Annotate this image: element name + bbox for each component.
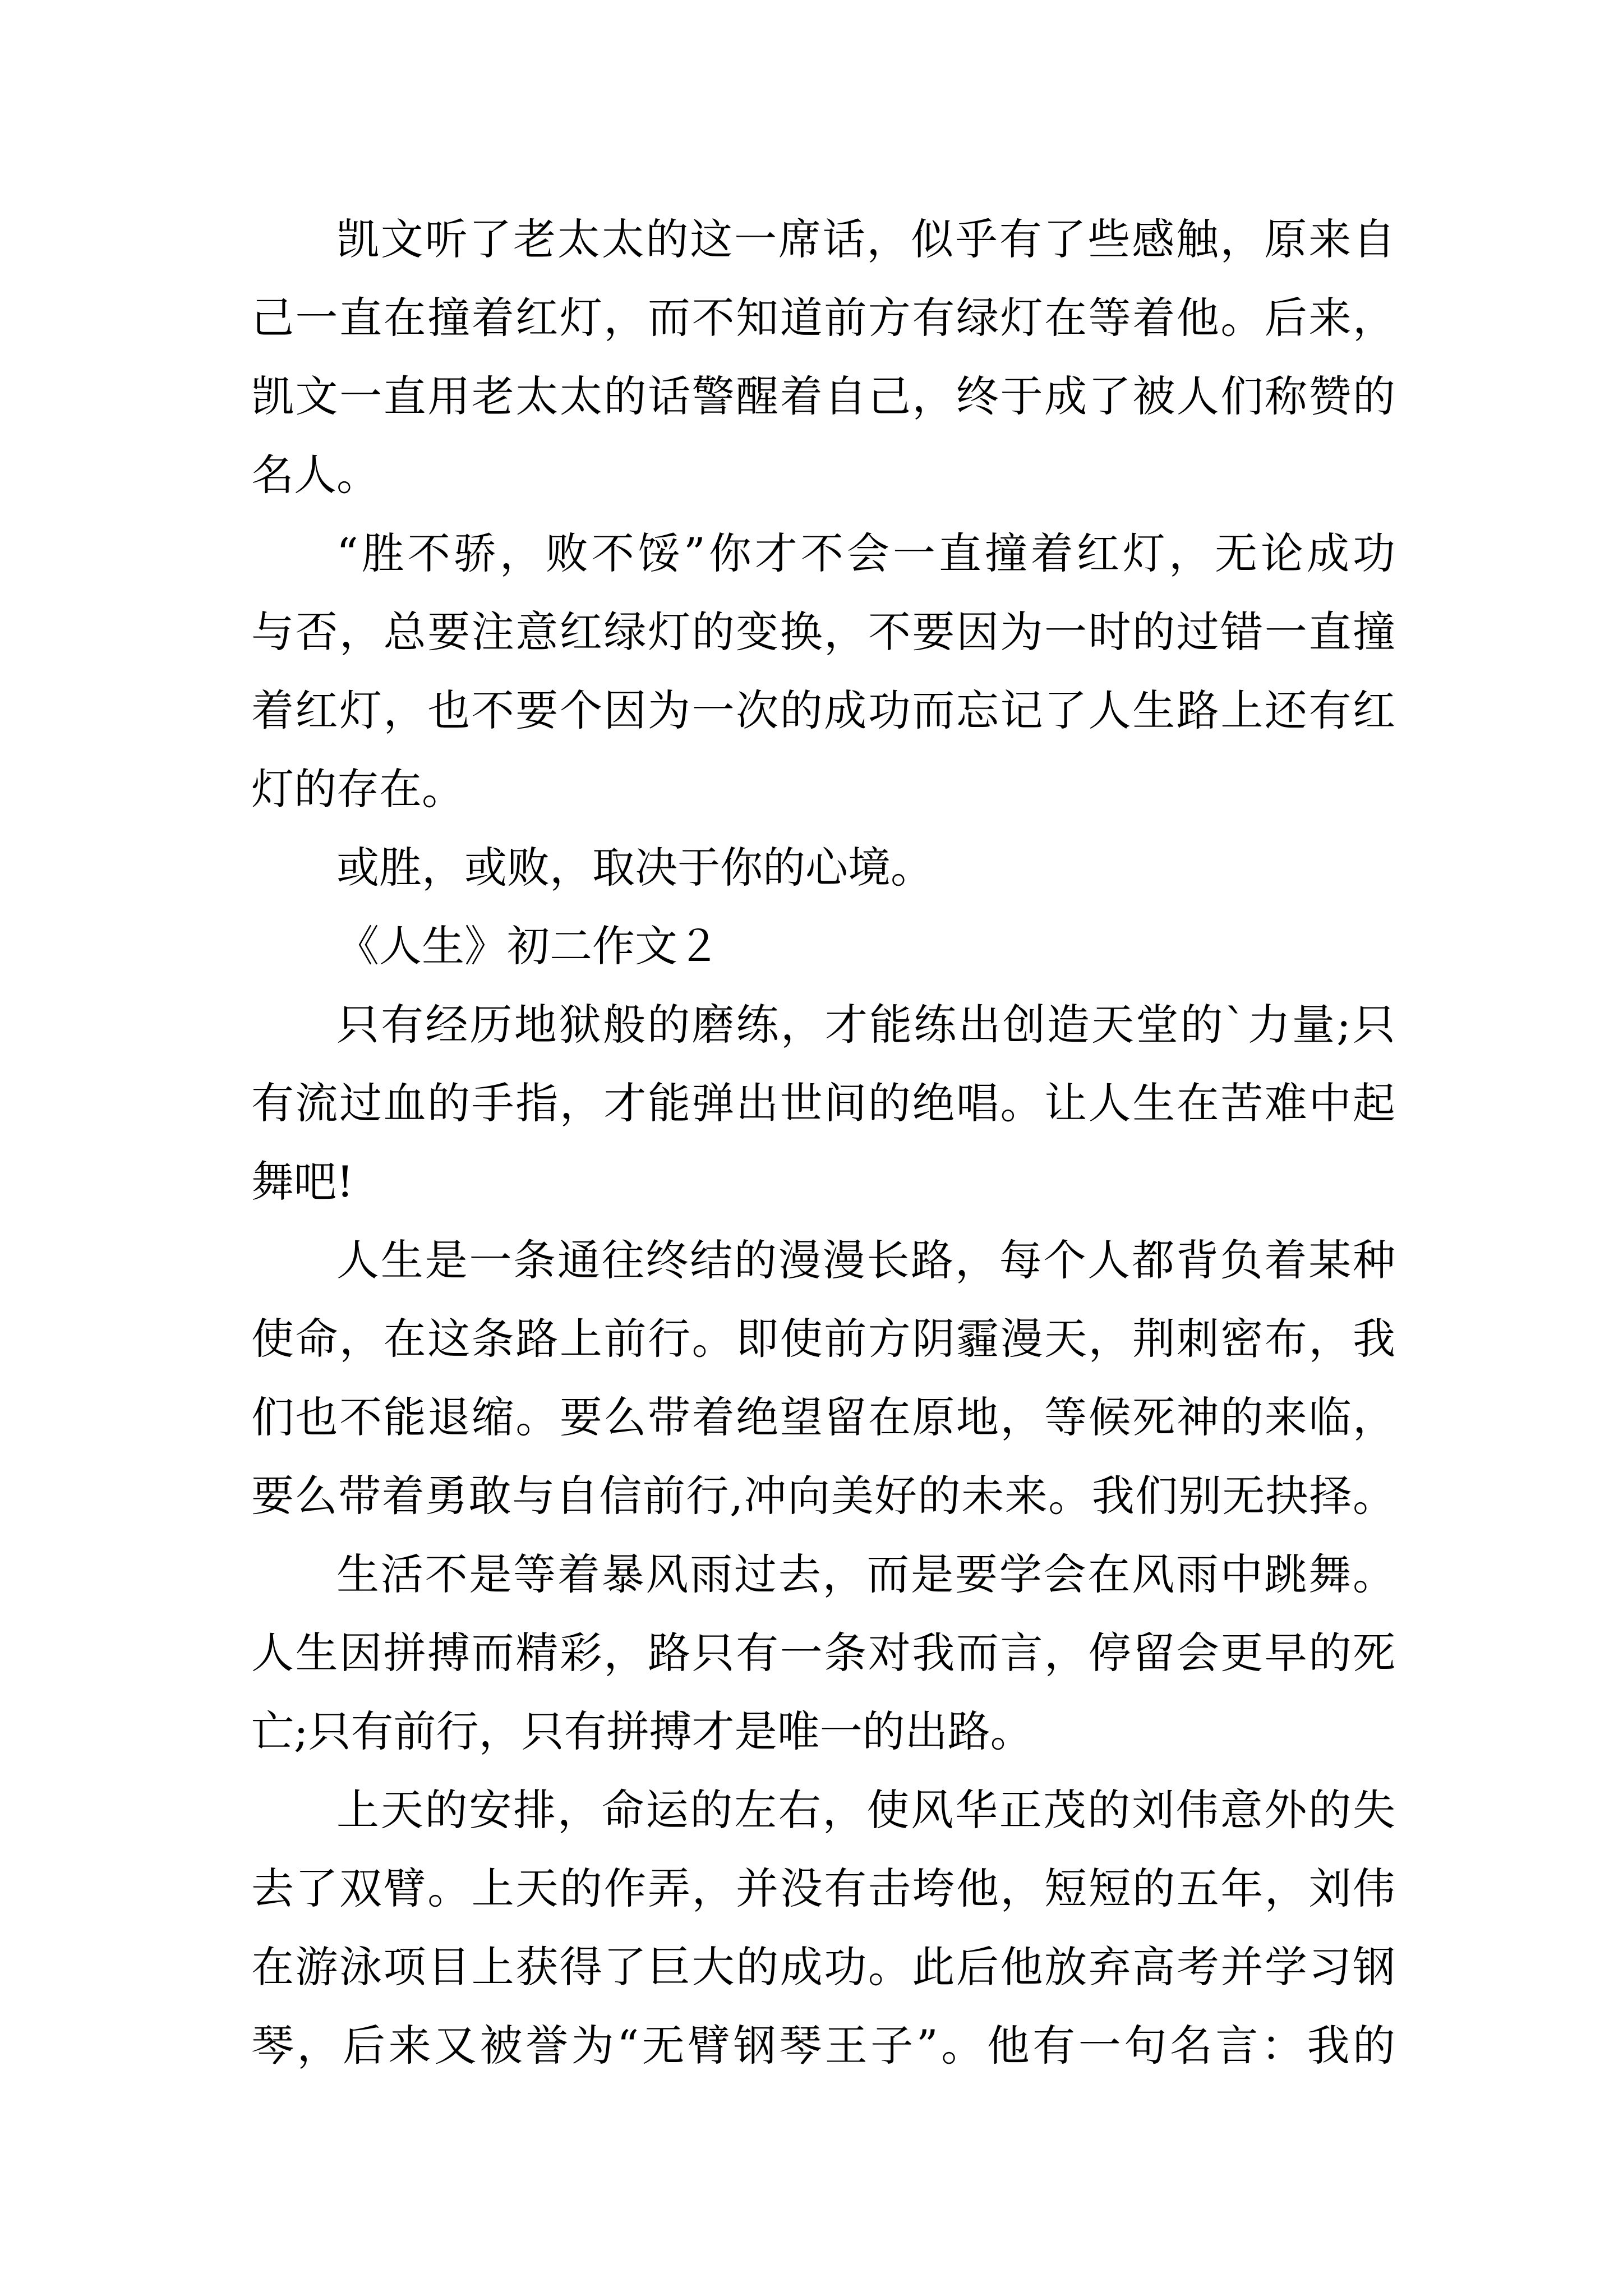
paragraph-line: 凯文听了老太太的这一席话，似乎有了些感触，原来自 [336, 214, 1395, 264]
paragraph-line: 去了双臂。上天的作弄，并没有击垮他，短短的五年，刘伟 [251, 1864, 1395, 1913]
paragraph-line: 有流过血的手指，才能弹出世间的绝唱。让人生在苦难中起 [251, 1078, 1395, 1128]
paragraph-line: 人生因拼搏而精彩，路只有一条对我而言，停留会更早的死 [251, 1628, 1395, 1678]
paragraph-line: 亡;只有前行，只有拼搏才是唯一的出路。 [251, 1706, 1033, 1756]
paragraph-line: 要么带着勇敢与自信前行,冲向美好的未来。我们别无抉择。 [251, 1471, 1395, 1521]
section-heading: 《人生》初二作文２ [336, 921, 720, 971]
paragraph-line: 与否，总要注意红绿灯的变换，不要因为一时的过错一直撞 [251, 607, 1395, 657]
paragraph-line: “胜不骄，败不馁”你才不会一直撞着红灯，无论成功 [336, 528, 1395, 578]
paragraph-line: 使命，在这条路上前行。即使前方阴霾漫天，荆刺密布，我 [251, 1314, 1395, 1364]
paragraph-line: 在游泳项目上获得了巨大的成功。此后他放弃高考并学习钢 [251, 1942, 1395, 1992]
paragraph-line: 生活不是等着暴风雨过去，而是要学会在风雨中跳舞。 [336, 1549, 1395, 1599]
paragraph-line: 人生是一条通往终结的漫漫长路，每个人都背负着某种 [336, 1235, 1395, 1285]
paragraph-line: 凯文一直用老太太的话警醒着自己，终于成了被人们称赞的 [251, 371, 1395, 421]
paragraph-line: 只有经历地狱般的磨练，才能练出创造天堂的`力量;只 [336, 1000, 1395, 1050]
paragraph-line: 着红灯，也不要个因为一次的成功而忘记了人生路上还有红 [251, 685, 1395, 735]
paragraph-line: 们也不能退缩。要么带着绝望留在原地，等候死神的来临， [251, 1392, 1395, 1442]
paragraph-line: 名人。 [251, 450, 379, 500]
paragraph-line: 舞吧! [251, 1157, 354, 1207]
paragraph-line: 己一直在撞着红灯，而不知道前方有绿灯在等着他。后来， [251, 293, 1395, 343]
paragraph-line: 琴，后来又被誉为“无臂钢琴王子”。他有一句名言：我的 [251, 2021, 1395, 2070]
paragraph-line: 灯的存在。 [251, 764, 464, 814]
paragraph-line: 上天的安排，命运的左右，使风华正茂的刘伟意外的失 [336, 1785, 1395, 1835]
paragraph-line: 或胜，或败，取决于你的心境。 [336, 843, 933, 892]
